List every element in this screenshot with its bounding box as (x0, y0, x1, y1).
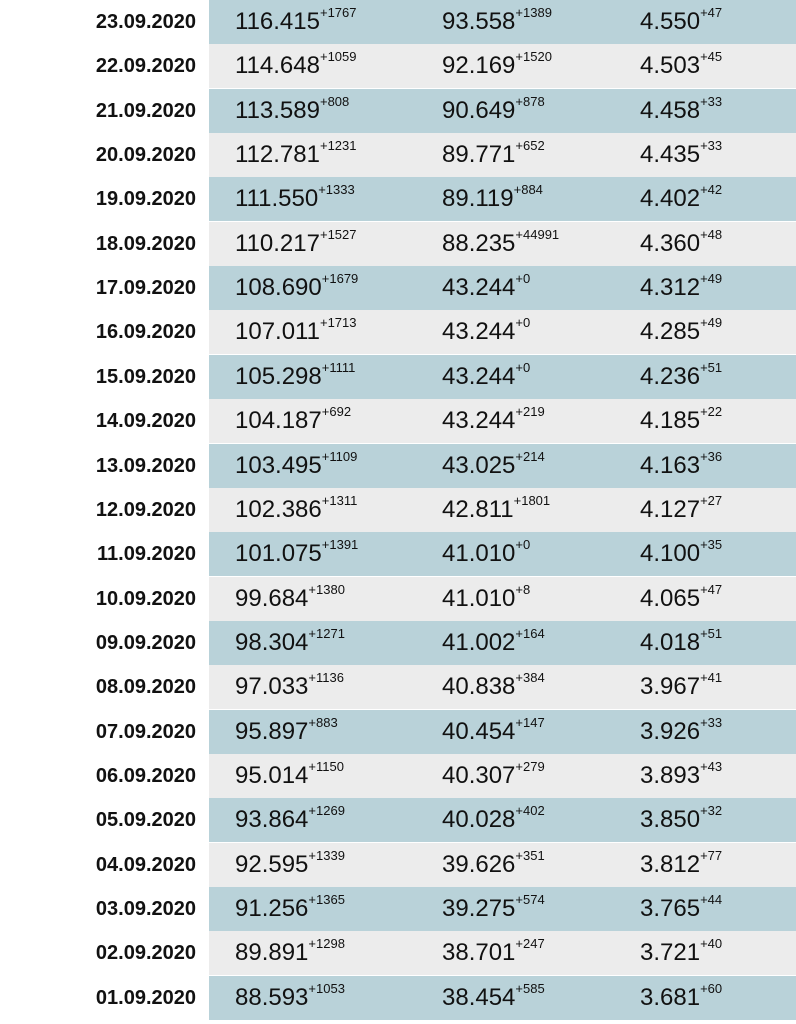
cell-delta: +1109 (321, 448, 358, 464)
cell-value: 40.307 (442, 761, 516, 789)
cell-delta: +1053 (308, 980, 345, 996)
cell-value: 3.681 (640, 983, 701, 1011)
row-date: 13.09.2020 (95, 454, 196, 477)
cell-delta: +1389 (515, 5, 552, 20)
value-cell-3 (640, 621, 722, 665)
value-cell-3 (640, 577, 722, 621)
row-date: 10.09.2020 (95, 587, 196, 610)
row-date: 22.09.2020 (95, 55, 196, 78)
cell-value: 4.127 (640, 495, 701, 523)
value-cell-3 (640, 44, 722, 88)
cell-value: 110.217 (235, 229, 320, 257)
row-date: 09.09.2020 (95, 631, 196, 654)
value-cell-2 (442, 310, 530, 354)
cell-delta: +1380 (308, 581, 345, 597)
value-cell-3 (640, 710, 722, 754)
table-row (0, 89, 796, 133)
value-cell-3 (640, 488, 722, 532)
cell-value: 4.458 (640, 96, 701, 124)
table-row (0, 754, 796, 798)
cell-delta: +1365 (308, 892, 345, 907)
cell-value: 43.244 (442, 407, 516, 435)
cell-delta: +45 (700, 49, 723, 65)
cell-delta: +40 (700, 936, 723, 952)
value-cell-1 (235, 710, 338, 754)
row-date: 21.09.2020 (95, 99, 196, 122)
cell-value: 89.891 (235, 939, 309, 967)
value-cell-3 (640, 532, 722, 576)
cell-delta: +43 (700, 758, 723, 774)
cell-value: 40.454 (442, 717, 516, 745)
row-date: 19.09.2020 (95, 188, 196, 211)
row-date: 03.09.2020 (95, 898, 196, 920)
cell-delta: +1136 (308, 670, 344, 686)
table-row (0, 488, 796, 532)
value-cell-2 (442, 44, 552, 88)
table-row (0, 0, 796, 44)
cell-value: 43.244 (442, 274, 516, 302)
cell-delta: +60 (700, 980, 723, 996)
value-cell-3 (640, 976, 722, 1020)
cell-delta: +51 (700, 625, 723, 641)
value-cell-2 (442, 399, 545, 443)
cell-value: 3.721 (640, 939, 701, 967)
cell-value: 89.771 (442, 141, 516, 169)
cell-value: 108.690 (235, 274, 322, 302)
table-row (0, 177, 796, 221)
cell-value: 90.649 (442, 96, 516, 124)
value-cell-2 (442, 177, 543, 221)
row-date: 23.09.2020 (95, 11, 196, 33)
value-cell-1 (235, 532, 358, 576)
cell-value: 42.811 (442, 495, 514, 523)
value-cell-2 (442, 710, 545, 754)
cell-delta: +1298 (308, 936, 345, 952)
row-date: 14.09.2020 (95, 410, 196, 433)
cell-delta: +1767 (319, 5, 357, 20)
cell-delta: +219 (515, 404, 545, 420)
cell-delta: +1311 (321, 492, 358, 508)
cell-value: 39.275 (442, 895, 516, 922)
value-cell-3 (640, 754, 722, 798)
cell-delta: +1801 (513, 492, 551, 508)
cell-delta: +1391 (321, 537, 359, 553)
value-cell-3 (640, 133, 722, 177)
cell-delta: +402 (515, 803, 545, 819)
table-row (0, 444, 796, 488)
table-row (0, 665, 796, 709)
cell-delta: +692 (321, 404, 352, 420)
cell-value: 4.435 (640, 141, 701, 169)
value-cell-2 (442, 887, 545, 931)
cell-value: 4.360 (640, 229, 701, 257)
cell-value: 3.967 (640, 673, 701, 701)
cell-value: 4.550 (640, 8, 701, 35)
table-row (0, 843, 796, 887)
table-row (0, 532, 796, 576)
cell-delta: +1150 (308, 758, 344, 774)
cell-value: 93.864 (235, 806, 309, 834)
cell-delta: +1269 (308, 803, 345, 819)
row-date: 08.09.2020 (95, 676, 196, 699)
cell-delta: +44991 (515, 226, 560, 242)
cell-delta: +1713 (319, 315, 357, 331)
cell-delta: +49 (700, 315, 723, 331)
cell-delta: +35 (700, 537, 723, 553)
cell-delta: +147 (515, 714, 545, 730)
value-cell-1 (235, 931, 345, 975)
cell-value: 4.402 (640, 185, 701, 213)
row-date: 07.09.2020 (95, 720, 196, 743)
cell-value: 114.648 (235, 52, 320, 80)
cell-value: 111.550 (235, 185, 319, 213)
value-cell-1 (235, 887, 345, 931)
value-cell-2 (442, 754, 545, 798)
cell-delta: +878 (515, 93, 545, 109)
value-cell-2 (442, 266, 530, 310)
cell-value: 101.075 (235, 540, 322, 568)
value-cell-1 (235, 355, 355, 399)
cell-delta: +164 (515, 625, 545, 641)
table-row (0, 710, 796, 754)
cell-value: 113.589 (235, 96, 320, 124)
cell-delta: +0 (515, 537, 531, 553)
cell-value: 40.838 (442, 673, 516, 701)
table-row (0, 355, 796, 399)
cell-delta: +47 (700, 5, 723, 20)
cell-delta: +44 (700, 892, 723, 907)
cell-delta: +51 (700, 359, 723, 375)
cell-delta: +279 (515, 758, 545, 774)
cell-delta: +49 (700, 271, 723, 287)
table-row (0, 931, 796, 975)
row-date: 20.09.2020 (95, 144, 196, 167)
table-row (0, 133, 796, 177)
cell-value: 43.244 (442, 318, 516, 346)
table-row (0, 44, 796, 88)
value-cell-2 (442, 89, 545, 133)
cell-delta: +48 (700, 226, 723, 242)
value-cell-2 (442, 532, 530, 576)
cell-value: 107.011 (235, 318, 320, 346)
cell-delta: +0 (515, 359, 531, 375)
value-cell-2 (442, 222, 559, 266)
cell-delta: +1231 (319, 138, 357, 154)
table-row (0, 798, 796, 842)
cell-value: 4.236 (640, 362, 701, 390)
value-cell-1 (235, 399, 351, 443)
value-cell-2 (442, 976, 545, 1020)
cell-delta: +1679 (321, 271, 359, 287)
cell-delta: +1271 (308, 625, 345, 641)
cell-delta: +8 (515, 581, 531, 597)
cell-value: 4.185 (640, 407, 701, 435)
value-cell-3 (640, 931, 722, 975)
value-cell-2 (442, 843, 545, 887)
value-cell-2 (442, 798, 545, 842)
cell-value: 88.235 (442, 229, 516, 257)
value-cell-3 (640, 222, 722, 266)
cell-delta: +214 (515, 448, 545, 464)
value-cell-1 (235, 488, 357, 532)
cell-delta: +36 (700, 448, 723, 464)
value-cell-1 (235, 0, 357, 44)
row-date: 16.09.2020 (95, 321, 196, 344)
cell-value: 3.850 (640, 806, 701, 834)
cell-value: 38.701 (442, 939, 516, 967)
cell-delta: +351 (515, 847, 545, 863)
cell-value: 97.033 (235, 673, 309, 701)
value-cell-1 (235, 133, 357, 177)
row-date: 18.09.2020 (95, 232, 196, 255)
value-cell-1 (235, 222, 357, 266)
cell-value: 43.025 (442, 451, 516, 479)
cell-delta: +27 (700, 492, 723, 508)
cell-delta: +42 (700, 182, 723, 198)
value-cell-3 (640, 310, 722, 354)
value-cell-3 (640, 665, 722, 709)
cell-value: 99.684 (235, 584, 309, 612)
value-cell-2 (442, 355, 530, 399)
cell-delta: +884 (513, 182, 543, 198)
value-cell-1 (235, 89, 349, 133)
cell-value: 91.256 (235, 895, 309, 922)
row-date: 02.09.2020 (95, 942, 196, 965)
row-date: 04.09.2020 (95, 853, 196, 876)
cell-value: 4.100 (640, 540, 701, 568)
cell-delta: +384 (515, 670, 545, 686)
value-cell-1 (235, 444, 357, 488)
cell-value: 98.304 (235, 628, 309, 656)
table-row (0, 887, 796, 931)
cell-value: 95.897 (235, 717, 309, 745)
cell-delta: +808 (319, 93, 350, 109)
cell-delta: +1520 (515, 49, 552, 65)
cell-value: 3.926 (640, 717, 701, 745)
cell-value: 4.312 (640, 274, 701, 302)
cell-delta: +1111 (321, 359, 356, 375)
cell-delta: +33 (700, 714, 723, 730)
cell-value: 104.187 (235, 407, 322, 435)
cell-value: 41.002 (442, 628, 516, 656)
value-cell-1 (235, 44, 357, 88)
cell-delta: +247 (515, 936, 545, 952)
value-cell-1 (235, 976, 345, 1020)
row-date: 15.09.2020 (95, 365, 196, 388)
cell-delta: +33 (700, 138, 723, 154)
value-cell-3 (640, 798, 722, 842)
value-cell-3 (640, 843, 722, 887)
cell-value: 92.595 (235, 850, 309, 878)
cell-value: 92.169 (442, 52, 516, 80)
cell-value: 38.454 (442, 983, 516, 1011)
value-cell-2 (442, 577, 530, 621)
cell-value: 4.285 (640, 318, 701, 346)
cell-value: 116.415 (235, 8, 320, 35)
value-cell-3 (640, 89, 722, 133)
value-cell-3 (640, 444, 722, 488)
value-cell-1 (235, 843, 345, 887)
value-cell-1 (235, 754, 344, 798)
value-cell-2 (442, 621, 545, 665)
cell-value: 88.593 (235, 983, 309, 1011)
row-date: 11.09.2020 (97, 543, 196, 566)
value-cell-1 (235, 310, 357, 354)
cell-delta: +1527 (319, 226, 357, 242)
value-cell-3 (640, 177, 722, 221)
cell-delta: +33 (700, 93, 723, 109)
cell-value: 4.163 (640, 451, 701, 479)
cell-delta: +0 (515, 315, 531, 331)
value-cell-1 (235, 577, 345, 621)
row-date: 05.09.2020 (95, 809, 196, 832)
value-cell-2 (442, 665, 545, 709)
cell-delta: +22 (700, 404, 723, 420)
cell-value: 105.298 (235, 362, 322, 390)
cell-value: 43.244 (442, 362, 516, 390)
table-row (0, 266, 796, 310)
value-cell-2 (442, 0, 552, 44)
row-date: 06.09.2020 (95, 764, 196, 787)
cell-value: 93.558 (442, 8, 516, 35)
cell-delta: +77 (700, 847, 723, 863)
table-row (0, 621, 796, 665)
cell-value: 3.893 (640, 761, 701, 789)
row-date: 17.09.2020 (95, 277, 196, 300)
value-cell-3 (640, 0, 722, 44)
cell-value: 95.014 (235, 761, 309, 789)
value-cell-1 (235, 177, 355, 221)
cell-delta: +585 (515, 980, 545, 996)
cell-value: 3.812 (640, 850, 701, 878)
value-cell-2 (442, 931, 545, 975)
cell-delta: +574 (515, 892, 545, 907)
cell-delta: +1333 (318, 182, 355, 198)
value-cell-1 (235, 621, 345, 665)
table-row (0, 310, 796, 354)
value-cell-3 (640, 355, 722, 399)
table-row (0, 399, 796, 443)
cell-value: 89.119 (442, 185, 514, 213)
cell-value: 41.010 (442, 540, 516, 568)
value-cell-1 (235, 798, 345, 842)
cell-delta: +1339 (308, 847, 345, 863)
cell-value: 40.028 (442, 806, 516, 834)
cell-delta: +0 (515, 271, 531, 287)
cell-value: 102.386 (235, 495, 322, 523)
cell-value: 39.626 (442, 850, 516, 878)
value-cell-3 (640, 887, 722, 931)
cell-delta: +1059 (319, 49, 357, 65)
value-cell-3 (640, 399, 722, 443)
value-cell-2 (442, 133, 545, 177)
cell-value: 41.010 (442, 584, 516, 612)
value-cell-3 (640, 266, 722, 310)
cell-delta: +32 (700, 803, 723, 819)
table-row (0, 976, 796, 1020)
row-date: 01.09.2020 (95, 986, 196, 1009)
value-cell-1 (235, 665, 344, 709)
cell-value: 3.765 (640, 895, 701, 922)
cell-value: 4.503 (640, 52, 701, 80)
value-cell-2 (442, 488, 550, 532)
cell-value: 4.065 (640, 584, 701, 612)
cell-delta: +652 (515, 138, 545, 154)
value-cell-1 (235, 266, 358, 310)
table-row (0, 577, 796, 621)
cell-value: 4.018 (640, 628, 701, 656)
cell-value: 112.781 (235, 141, 320, 169)
cell-delta: +47 (700, 581, 723, 597)
cell-value: 103.495 (235, 451, 322, 479)
table-row (0, 222, 796, 266)
cell-delta: +41 (700, 670, 723, 686)
value-cell-2 (442, 444, 545, 488)
row-date: 12.09.2020 (95, 498, 196, 521)
cell-delta: +883 (308, 714, 338, 730)
